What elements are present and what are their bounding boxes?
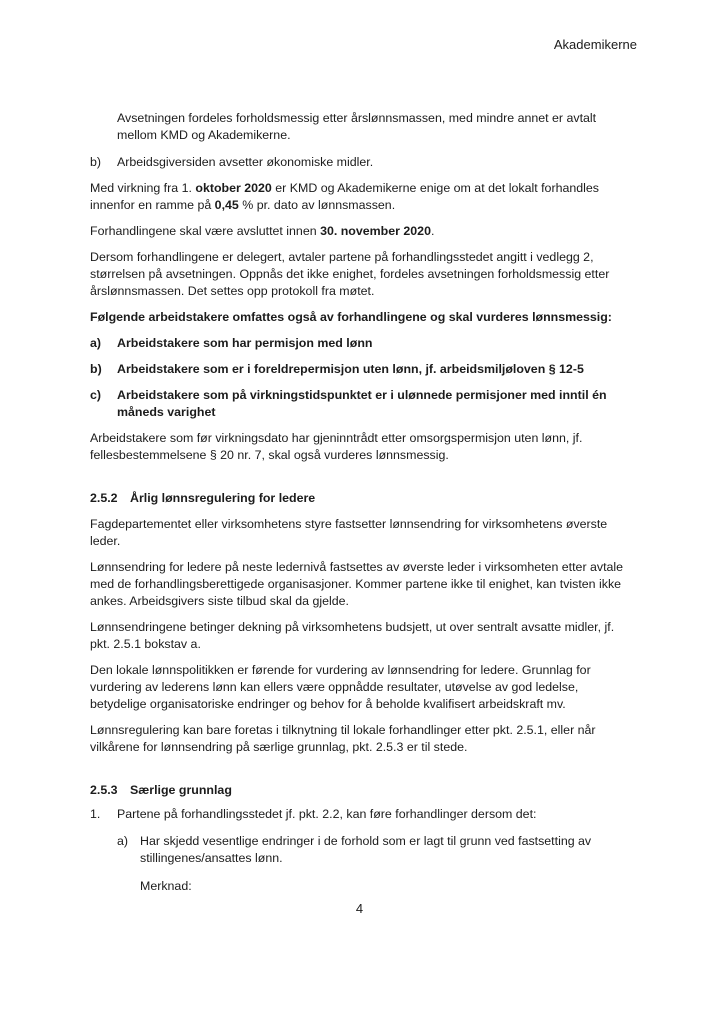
list-text: Arbeidsgiversiden avsetter økonomiske midler. (117, 155, 374, 169)
section-252-p1: Fagdepartementet eller virksomhetens styre fastsetter lønnsendring for virksomhetens øverste leder. (90, 517, 608, 548)
delegert-paragraph: Dersom forhandlingene er delegert, avtaler partene på forhandlingsstedet angitt i vedlegg 2, størrelsen på avsetningen. Oppnås det ikke enighet, fordeles avsetningen forholdsmessig etter årslønnsmassen. Det settes opp protokoll fra møtet. (90, 250, 610, 298)
merknad-label: Merknad: (140, 879, 192, 893)
list-label: a) (117, 834, 129, 848)
avsluttet-date: 30. november 2020 (320, 224, 431, 238)
section-number: 2.5.2 (90, 491, 118, 505)
bold-list-item (90, 361, 635, 378)
section-252-p5: Lønnsregulering kan bare foretas i tilknytning til lokale forhandlinger etter pkt. 2.5.1, eller når vilkårene for lønnsendring på særlige grunnlag, pkt. 2.5.3 er til stede. (90, 723, 596, 754)
bold-list (90, 335, 635, 421)
virkning-percent: 0,45 (214, 198, 239, 212)
bold-list-item (90, 335, 635, 352)
list-text: Arbeidstakere som er i foreldrepermisjon uten lønn, jf. arbeidsmiljøloven § 12-5 (117, 362, 584, 376)
list-label: 1. (90, 807, 101, 821)
folgende-heading: Følgende arbeidstakere omfattes også av forhandlingene og skal vurderes lønnsmessig: (90, 310, 612, 324)
page-content (90, 110, 635, 895)
omsorg-paragraph: Arbeidstakere som før virkningsdato har gjeninntrådt etter omsorgspermisjon uten lønn, jf. fellesbestemmelsene § 20 nr. 7, skal også vurderes lønnsmessig. (90, 431, 583, 462)
virkning-paragraph (90, 180, 635, 214)
list-text: Partene på forhandlingsstedet jf. pkt. 2.2, kan føre forhandlinger dersom det: (117, 807, 537, 821)
list-label: b) (90, 362, 102, 376)
page-number: 4 (355, 901, 364, 916)
virkning-text: % pr. dato av lønnsmassen. (238, 198, 396, 212)
list-label: c) (90, 388, 102, 402)
sub-item-a (117, 833, 635, 867)
avsluttet-text: . (430, 224, 435, 238)
header-organization: Akademikerne (553, 37, 637, 52)
section-253-heading (90, 782, 635, 799)
section-252-p2: Lønnsendring for ledere på neste ledernivå fastsettes av øverste leder i virksomheten etter avtale med de forhandlingsberettigede organisasjoner. Kommer partene ikke til enighet, kan tvisten ikke ankes. Arbeidsgivers siste tilbud skal da gjelde. (90, 560, 624, 608)
section-number: 2.5.3 (90, 783, 118, 797)
virkning-text: Med virkning fra 1. (90, 181, 196, 195)
list-text: Arbeidstakere som på virkningstidspunktet er i ulønnede permisjoner med inntil én måneds varighet (117, 388, 607, 419)
list-label: a) (90, 336, 102, 350)
avsluttet-text: Forhandlingene skal være avsluttet innen (90, 224, 321, 238)
bold-list-item (90, 387, 635, 421)
list-item-b-employer (90, 154, 635, 171)
section-title: Årlig lønnsregulering for ledere (130, 491, 316, 505)
section-252-p3: Lønnsendringene betinger dekning på virksomhetens budsjett, ut over sentralt avsatte midler, jf. pkt. 2.5.1 bokstav a. (90, 620, 615, 651)
list-label: b) (90, 155, 102, 169)
list-text: Har skjedd vesentlige endringer i de forhold som er lagt til grunn ved fastsetting av stillingenes/ansattes lønn. (140, 834, 592, 865)
list-item-1 (90, 806, 635, 823)
section-252-p4: Den lokale lønnspolitikken er førende for vurdering av lønnsendring for ledere. Grunnlag for vurdering av lederens lønn kan ellers være oppnådde resultater, utøvelse av god ledelse, betydelige organisatoriske endringer og behov for å beholde kvalifisert arbeidskraft mv. (90, 663, 591, 711)
avsetning-paragraph: Avsetningen fordeles forholdsmessig etter årslønnsmassen, med mindre annet er avtalt mellom KMD og Akademikerne. (117, 111, 597, 142)
list-text: Arbeidstakere som har permisjon med lønn (117, 336, 373, 350)
avsluttet-paragraph (90, 223, 635, 240)
virkning-date: oktober 2020 (195, 181, 272, 195)
section-title: Særlige grunnlag (130, 783, 232, 797)
virkning-text: er KMD og Akademikerne enige om at det lokalt forhandles innenfor en ramme på (90, 181, 599, 212)
section-252-heading (90, 490, 635, 507)
